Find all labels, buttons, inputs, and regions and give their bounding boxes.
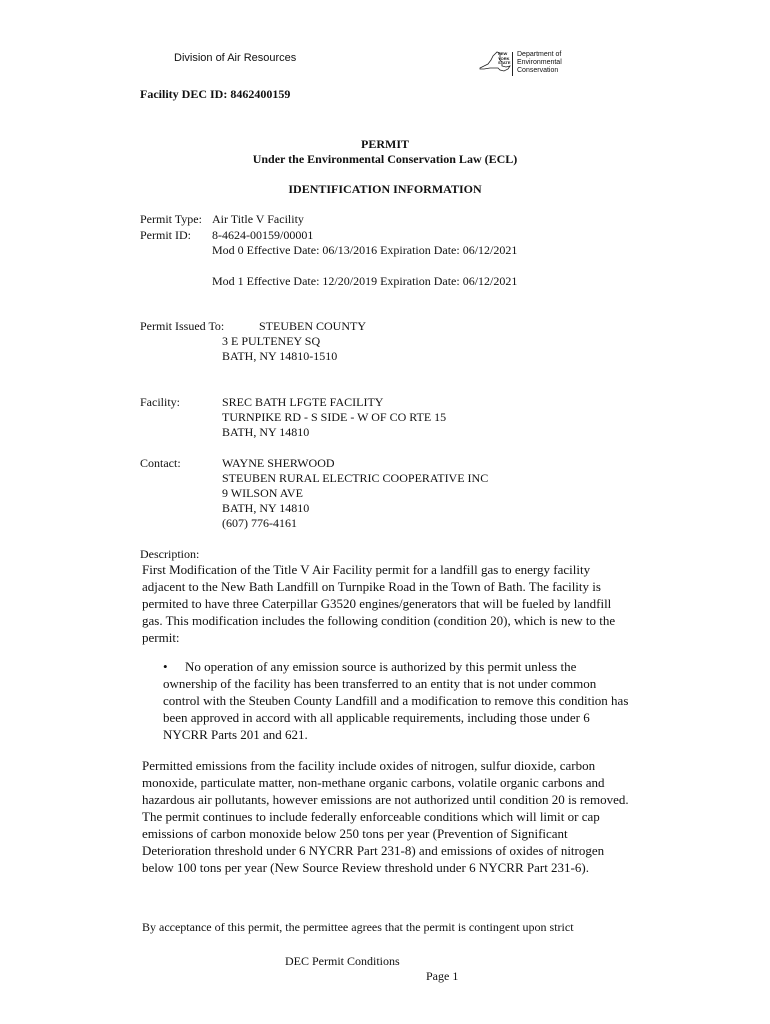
nys-dec-logo [478, 50, 578, 78]
emissions-paragraph: Permitted emissions from the facility include oxides of nitrogen, sulfur dioxide, carbon monoxide, particulate matter, non-methane organic carbons, volatile organic carbons and hazardous air pollutants, however emissions are not authorized until condition 20 is removed. The permit continues to include federally enforceable conditions which will limit or cap emissions of carbon monoxide below 250 tons per year (Prevention of Significant Deterioration threshold under 6 NYCRR Part 231-8) and emissions of oxides of nitrogen below 100 tons per year (New Source Review threshold under 6 NYCRR Part 231-6). [142, 758, 629, 875]
permit-id-value: 8-4624-00159/00001 [212, 228, 314, 242]
logo-department-text: Department of Environmental Conservation [517, 51, 562, 74]
facility-dec-id: Facility DEC ID: 8462400159 [140, 87, 291, 101]
contact-label: Contact: [140, 456, 181, 470]
permit-title: PERMIT [361, 137, 409, 151]
page-number: Page 1 [426, 969, 459, 983]
issued-to-line: STEUBEN COUNTY [259, 319, 366, 333]
contact-line: 9 WILSON AVE [222, 486, 303, 500]
issued-to-line: BATH, NY 14810-1510 [222, 349, 338, 363]
facility-line: TURNPIKE RD - S SIDE - W OF CO RTE 15 [222, 410, 447, 424]
contact-line: WAYNE SHERWOOD [222, 456, 335, 470]
condition-bullet-text: No operation of any emission source is authorized by this permit unless the ownership of the facility has been transferred to an entity that is not under common control with the Steuben County Landfill and a modification to remove this condition has been approved in accord with all applicable requirements, including those under 6 NYCRR Parts 201 and 621. [163, 659, 629, 742]
contact-phone: (607) 776-4161 [222, 516, 297, 530]
footer-conditions: DEC Permit Conditions [285, 954, 400, 968]
logo-state-text: NEW YORK STATE [498, 51, 511, 65]
facility-line: SREC BATH LFGTE FACILITY [222, 395, 384, 409]
permit-type-value: Air Title V Facility [212, 212, 304, 226]
permit-type-label: Permit Type: [140, 212, 202, 226]
description-paragraph: First Modification of the Title V Air Facility permit for a landfill gas to energy facility adjacent to the New Bath Landfill on Turnpike Road in the Town of Bath. The facility is permited to have three Caterpillar G3520 engines/generators that will be fueled by landfill gas. This modification includes the following condition (condition 20), which is new to the permit: [142, 562, 616, 645]
permit-subtitle: Under the Environmental Conservation Law (ECL) [252, 152, 518, 166]
contact-line: BATH, NY 14810 [222, 501, 310, 515]
bullet-icon: • [163, 659, 168, 674]
mod1-dates: Mod 1 Effective Date: 12/20/2019 Expiration Date: 06/12/2021 [212, 274, 518, 288]
facility-label: Facility: [140, 395, 180, 409]
facility-line: BATH, NY 14810 [222, 425, 310, 439]
condition-bullet [163, 658, 633, 743]
contact-line: STEUBEN RURAL ELECTRIC COOPERATIVE INC [222, 471, 489, 485]
issued-to-label: Permit Issued To: [140, 319, 225, 333]
mod0-dates: Mod 0 Effective Date: 06/13/2016 Expiration Date: 06/12/2021 [212, 243, 518, 257]
acceptance-text: By acceptance of this permit, the permittee agrees that the permit is contingent upon strict [142, 920, 574, 934]
logo-divider [512, 52, 513, 76]
description-label: Description: [140, 547, 200, 561]
identification-heading: IDENTIFICATION INFORMATION [288, 182, 482, 196]
division-title: Division of Air Resources [174, 52, 297, 64]
issued-to-line: 3 E PULTENEY SQ [222, 334, 321, 348]
permit-id-label: Permit ID: [140, 228, 191, 242]
